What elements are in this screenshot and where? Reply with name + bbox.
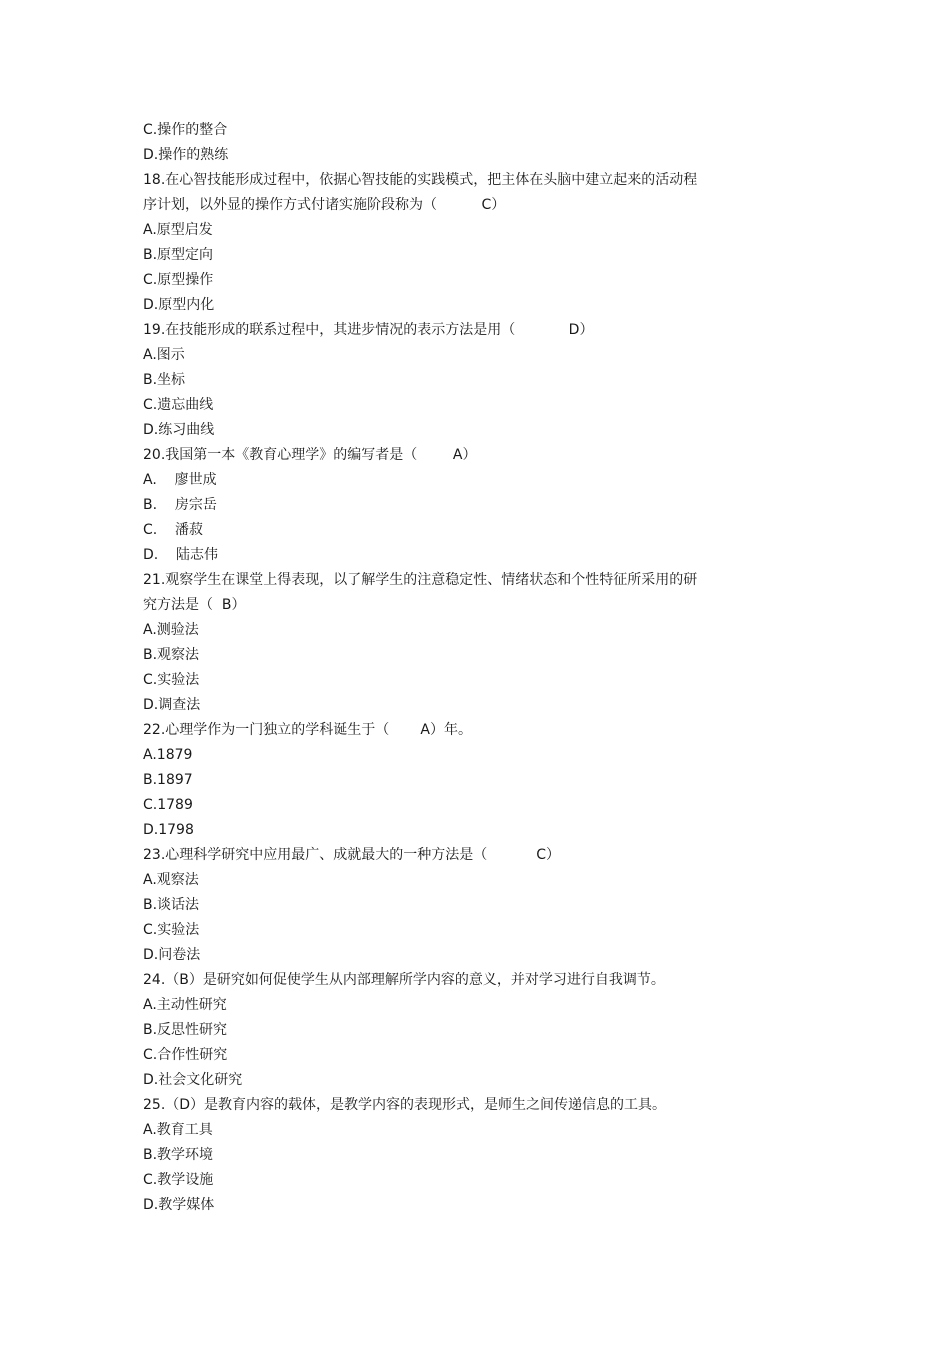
option-a-q23: A.观察法: [143, 872, 199, 888]
question-20: 20.我国第一本《教育心理学》的编写者是（ A）: [143, 447, 477, 463]
option-c-q22: C.1789: [143, 797, 193, 813]
option-b-q23: B.谈话法: [143, 897, 200, 913]
option-d-q17: D.操作的熟练: [143, 147, 229, 163]
option-c-q23: C.实验法: [143, 922, 200, 938]
option-d-q25: D.教学媒体: [143, 1197, 215, 1213]
question-22: 22.心理学作为一门独立的学科诞生于（ A）年。: [143, 722, 472, 738]
question-21-line-1: 21.观察学生在课堂上得表现，以了解学生的注意稳定性、情绪状态和个性特征所采用的研: [143, 572, 698, 588]
option-c-q25: C.教学设施: [143, 1172, 214, 1188]
document-body: [143, 118, 743, 1218]
question-21-line-2: 究方法是（ B）: [143, 597, 246, 613]
option-c-q19: C.遗忘曲线: [143, 397, 214, 413]
option-d-q24: D.社会文化研究: [143, 1072, 243, 1088]
option-a-q21: A.测验法: [143, 622, 199, 638]
option-c-q17: C.操作的整合: [143, 122, 228, 138]
option-c-q20: C. 潘菽: [143, 522, 204, 538]
option-b-q24: B.反思性研究: [143, 1022, 228, 1038]
question-19: 19.在技能形成的联系过程中，其进步情况的表示方法是用（ D）: [143, 322, 594, 338]
question-18-line-2: 序计划，以外显的操作方式付诸实施阶段称为（ C）: [143, 197, 506, 213]
option-c-q18: C.原型操作: [143, 272, 214, 288]
option-d-q19: D.练习曲线: [143, 422, 215, 438]
option-d-q18: D.原型内化: [143, 297, 215, 313]
option-a-q20: A. 廖世成: [143, 472, 217, 488]
question-25: 25.（D）是教育内容的载体，是教学内容的表现形式，是师生之间传递信息的工具。: [143, 1097, 667, 1113]
option-c-q21: C.实验法: [143, 672, 200, 688]
question-23: 23.心理科学研究中应用最广、成就最大的一种方法是（ C）: [143, 847, 560, 863]
option-a-q19: A.图示: [143, 347, 185, 363]
option-d-q23: D.问卷法: [143, 947, 201, 963]
option-a-q24: A.主动性研究: [143, 997, 227, 1013]
option-b-q21: B.观察法: [143, 647, 200, 663]
question-24: 24.（B）是研究如何促使学生从内部理解所学内容的意义，并对学习进行自我调节。: [143, 972, 665, 988]
option-b-q25: B.教学环境: [143, 1147, 214, 1163]
option-b-q20: B. 房宗岳: [143, 497, 217, 513]
question-18-line-1: 18.在心智技能形成过程中，依据心智技能的实践模式，把主体在头脑中建立起来的活动程: [143, 172, 698, 188]
option-a-q22: A.1879: [143, 747, 193, 763]
option-a-q18: A.原型启发: [143, 222, 213, 238]
option-d-q20: D. 陆志伟: [143, 547, 219, 563]
option-d-q22: D.1798: [143, 822, 194, 838]
option-b-q22: B.1897: [143, 772, 193, 788]
option-d-q21: D.调查法: [143, 697, 201, 713]
option-b-q18: B.原型定向: [143, 247, 214, 263]
option-b-q19: B.坐标: [143, 372, 186, 388]
option-a-q25: A.教育工具: [143, 1122, 213, 1138]
option-c-q24: C.合作性研究: [143, 1047, 228, 1063]
